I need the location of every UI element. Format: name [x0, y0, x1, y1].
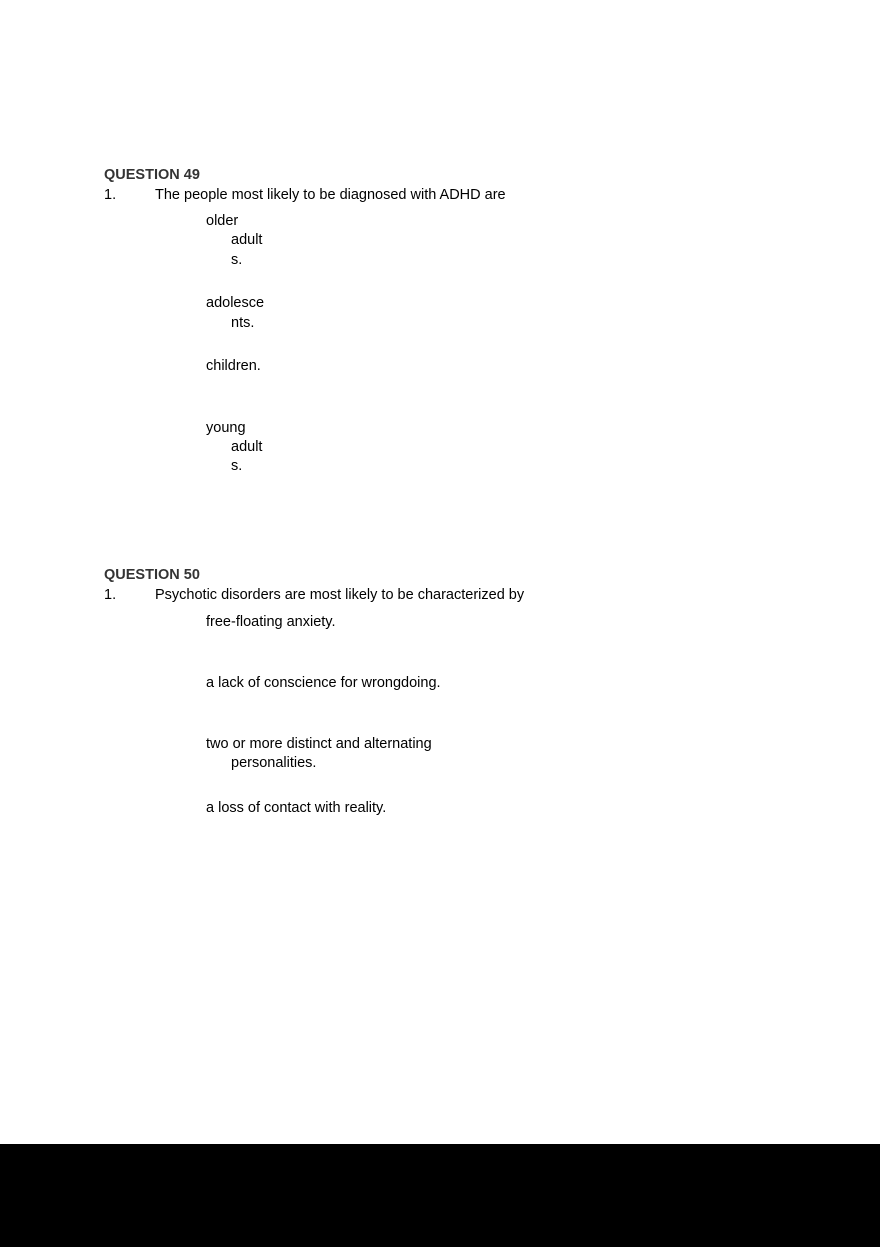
option-text: s. [231, 458, 243, 474]
option-text: s. [231, 252, 243, 268]
option-text: older [206, 213, 239, 229]
question-number: 1. [104, 187, 117, 203]
option-text: a lack of conscience for wrongdoing. [206, 675, 441, 691]
option-text: personalities. [231, 755, 317, 771]
option-text: free-floating anxiety. [206, 614, 336, 630]
question-heading: QUESTION 49 [104, 167, 200, 183]
option-text: two or more distinct and alternating [206, 736, 432, 752]
option-text: adult [231, 439, 263, 455]
option-text: a loss of contact with reality. [206, 800, 387, 816]
question-prompt: The people most likely to be diagnosed with ADHD are [155, 187, 506, 203]
black-footer-band [0, 1144, 880, 1247]
option-text: children. [206, 358, 261, 374]
option-text: adult [231, 232, 263, 248]
option-text: adolesce [206, 295, 265, 311]
option-text: nts. [231, 315, 255, 331]
question-prompt: Psychotic disorders are most likely to be characterized by [155, 587, 525, 603]
option-text: young [206, 420, 246, 436]
question-number: 1. [104, 587, 117, 603]
question-heading: QUESTION 50 [104, 567, 200, 583]
